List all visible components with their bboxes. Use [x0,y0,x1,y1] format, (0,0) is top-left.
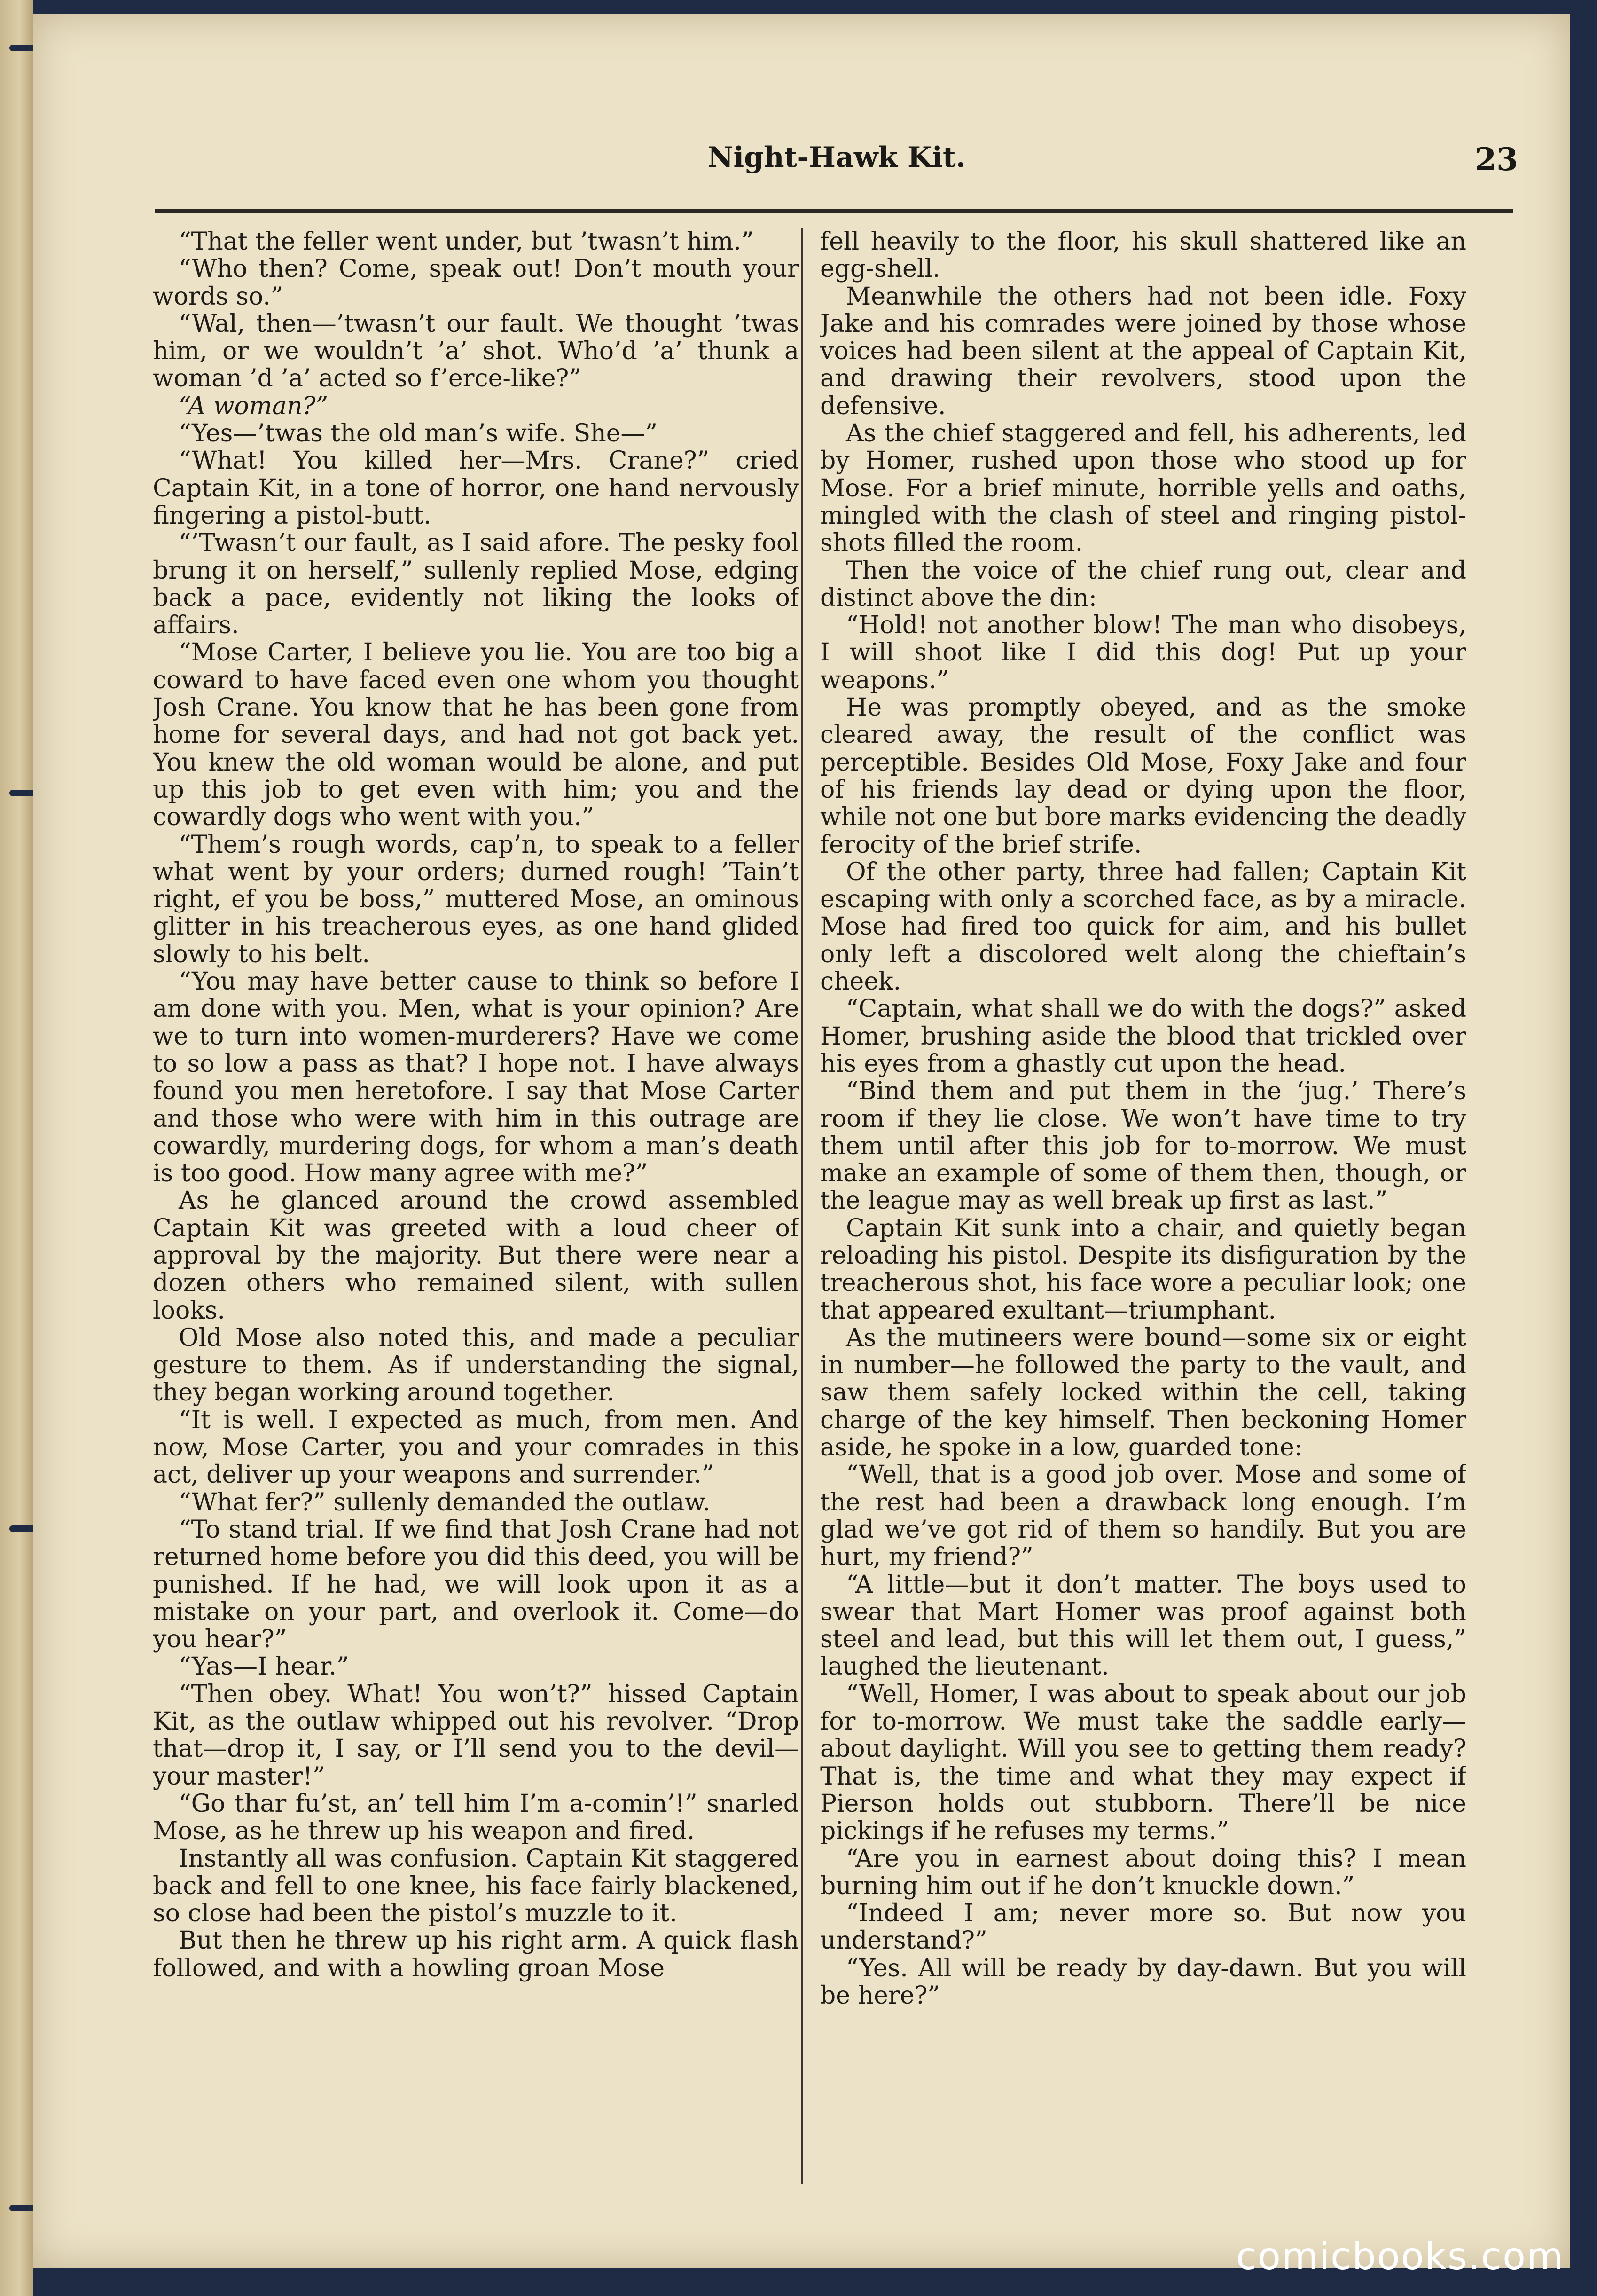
right-column [820,228,1466,2179]
left-column [153,228,799,2179]
paragraph: “Then obey. What! You won’t?” hissed Captain Kit, as the outlaw whipped out his revolver. “Drop that—drop it, I say, or I’ll send you to the devil—your master!” [153,1680,799,1791]
paragraph: “You may have better cause to think so before I am done with you. Men, what is your opinion? Are we to turn into women-murderers? Have we come to so low a pass as that? I hope not. I have always found you men heretofore. I say that Mose Carter and those who were with him in this outrage are cowardly, murdering dogs, for whom a man’s death is too good. How many agree with me?” [153,967,799,1188]
paragraph: “It is well. I expected as much, from men. And now, Mose Carter, you and your comrades in this act, deliver up your weapons and surrender.” [153,1406,799,1489]
paragraph: Instantly all was confusion. Captain Kit staggered back and fell to one knee, his face fairly blackened, so close had been the pistol’s muzzle to it. [153,1844,799,1928]
paragraph: “A little—but it don’t matter. The boys used to swear that Mart Homer was proof against both steel and lead, but this will let them out, I guess,” laughed the lieutenant. [820,1570,1466,1681]
paragraph: “What fer?” sullenly demanded the outlaw. [179,1488,711,1517]
paragraph: “’Twasn’t our fault, as I said afore. The pesky fool brung it on herself,” sullenly replied Mose, edging back a pace, evidently not liking the looks of affairs. [153,529,799,640]
column-divider [801,228,803,2184]
paragraph: fell heavily to the floor, his skull shattered like an egg-shell. [820,228,1466,283]
paragraph: “Who then? Come, speak out! Don’t mouth your words so.” [153,255,799,311]
paragraph: “Yas—I hear.” [179,1652,349,1681]
paragraph: “Go thar fu’st, an’ tell him I’m a-comin’!” snarled Mose, as he threw up his weapon and fired. [153,1789,799,1846]
paragraph: “To stand trial. If we find that Josh Crane had not returned home before you did this deed, you will be punished. If he had, we will look upon it as a mistake on your part, and overlook it. Come—do you hear?” [153,1515,799,1654]
paragraph: As he glanced around the crowd assembled Captain Kit was greeted with a loud cheer of approval by the majority. But there were near a dozen others who remained silent, with sullen looks. [153,1187,799,1325]
paragraph: “A woman?” [179,392,329,420]
paragraph: “Yes. All will be ready by day-dawn. But you will be here?” [820,1954,1466,2010]
paragraph: “Wal, then—’twasn’t our fault. We thought ’twas him, or we wouldn’t ’a’ shot. Who’d ’a’ thunk a woman ’d ’a’ acted so f’erce-like?” [153,309,799,393]
paragraph: “Bind them and put them in the ‘jug.’ There’s room if they lie close. We won’t have time to try them until after this job for to-morrow. We must make an example of some of them then, though, or the league may as well break up first as last.” [820,1077,1466,1215]
paragraph: He was promptly obeyed, and as the smoke cleared away, the result of the conflict was perceptible. Besides Old Mose, Foxy Jake and four of his friends lay dead or dying upon the floor, while not one but bore marks evidencing the deadly ferocity of the brief strife. [820,693,1466,859]
paragraph: Meanwhile the others had not been idle. Foxy Jake and his comrades were joined by those whose voices had been silent at the appeal of Captain Kit, and drawing their revolvers, stood upon the defensive. [820,282,1466,420]
paragraph: “What! You killed her—Mrs. Crane?” cried Captain Kit, in a tone of horror, one hand nervously fingering a pistol-butt. [153,447,799,530]
paragraph: “Captain, what shall we do with the dogs?” asked Homer, brushing aside the blood that trickled over his eyes from a ghastly cut upon the head. [820,995,1466,1078]
paragraph: “Well, that is a good job over. Mose and some of the rest had been a drawback long enough. I’m glad we’ve got rid of them so handily. But you are hurt, my friend?” [820,1461,1466,1572]
page-header [155,141,1518,193]
paragraph: “Well, Homer, I was about to speak about our job for to-morrow. We must take the saddle early—about daylight. Will you see to getting them ready? That is, the time and what they may expect if Pierson holds out stubborn. There’ll be nice pickings if he refuses my terms.” [820,1680,1466,1846]
header-rule [155,209,1513,213]
paragraph: “That the feller went under, but ’twasn’t him.” [179,228,754,256]
paragraph: Captain Kit sunk into a chair, and quietly began reloading his pistol. Despite its disfiguration by the treacherous shot, his face wore a peculiar look; one that appeared exultant—triumphant. [820,1214,1466,1325]
paragraph: “Are you in earnest about doing this? I mean burning him out if he don’t knuckle down.” [820,1844,1466,1900]
paragraph: As the mutineers were bound—some six or eight in number—he followed the party to the vault, and saw them safely locked within the cell, taking charge of the key himself. Then beckoning Homer aside, he spoke in a low, guarded tone: [820,1323,1466,1462]
page-number: 23 [1475,141,1518,178]
paragraph: “Hold! not another blow! The man who disobeys, I will shoot like I did this dog! Put up your weapons.” [820,611,1466,694]
paragraph: “Mose Carter, I believe you lie. You are too big a coward to have faced even one whom you thought Josh Crane. You know that he has been gone from home for several days, and had not got back yet. You knew the old woman would be alone, and put up this job to get even with him; you and the cowardly dogs who went with you.” [153,638,799,832]
paragraph: “Yes—’twas the old man’s wife. She—” [179,419,658,448]
paragraph: Old Mose also noted this, and made a peculiar gesture to them. As if understanding the signal, they began working around together. [153,1323,799,1407]
paragraph: Of the other party, three had fallen; Captain Kit escaping with only a scorched face, as by a miracle. Mose had fired too quick for aim, and his bullet only left a discolored welt along the chieftain’s cheek. [820,857,1466,996]
paragraph: Then the voice of the chief rung out, clear and distinct above the din: [820,556,1466,612]
site-watermark: comicbooks.com [1236,2234,1564,2278]
paragraph: But then he threw up his right arm. A quick flash followed, and with a howling groan Mose [153,1926,799,1982]
book-spine [0,0,33,2296]
page [33,14,1570,2268]
paragraph: “Indeed I am; never more so. But now you understand?” [820,1899,1466,1955]
paragraph: “Them’s rough words, cap’n, to speak to a feller what went by your orders; durned rough! ’Tain’t right, ef you be boss,” muttered Mose, an ominous glitter in his treacherous eyes, as one hand glided slowly to his belt. [153,830,799,968]
paragraph: As the chief staggered and fell, his adherents, led by Homer, rushed upon those who stood up for Mose. For a brief minute, horrible yells and oaths, mingled with the clash of steel and ringing pistol-shots filled the room. [820,419,1466,558]
running-head: Night-Hawk Kit. [707,141,966,174]
